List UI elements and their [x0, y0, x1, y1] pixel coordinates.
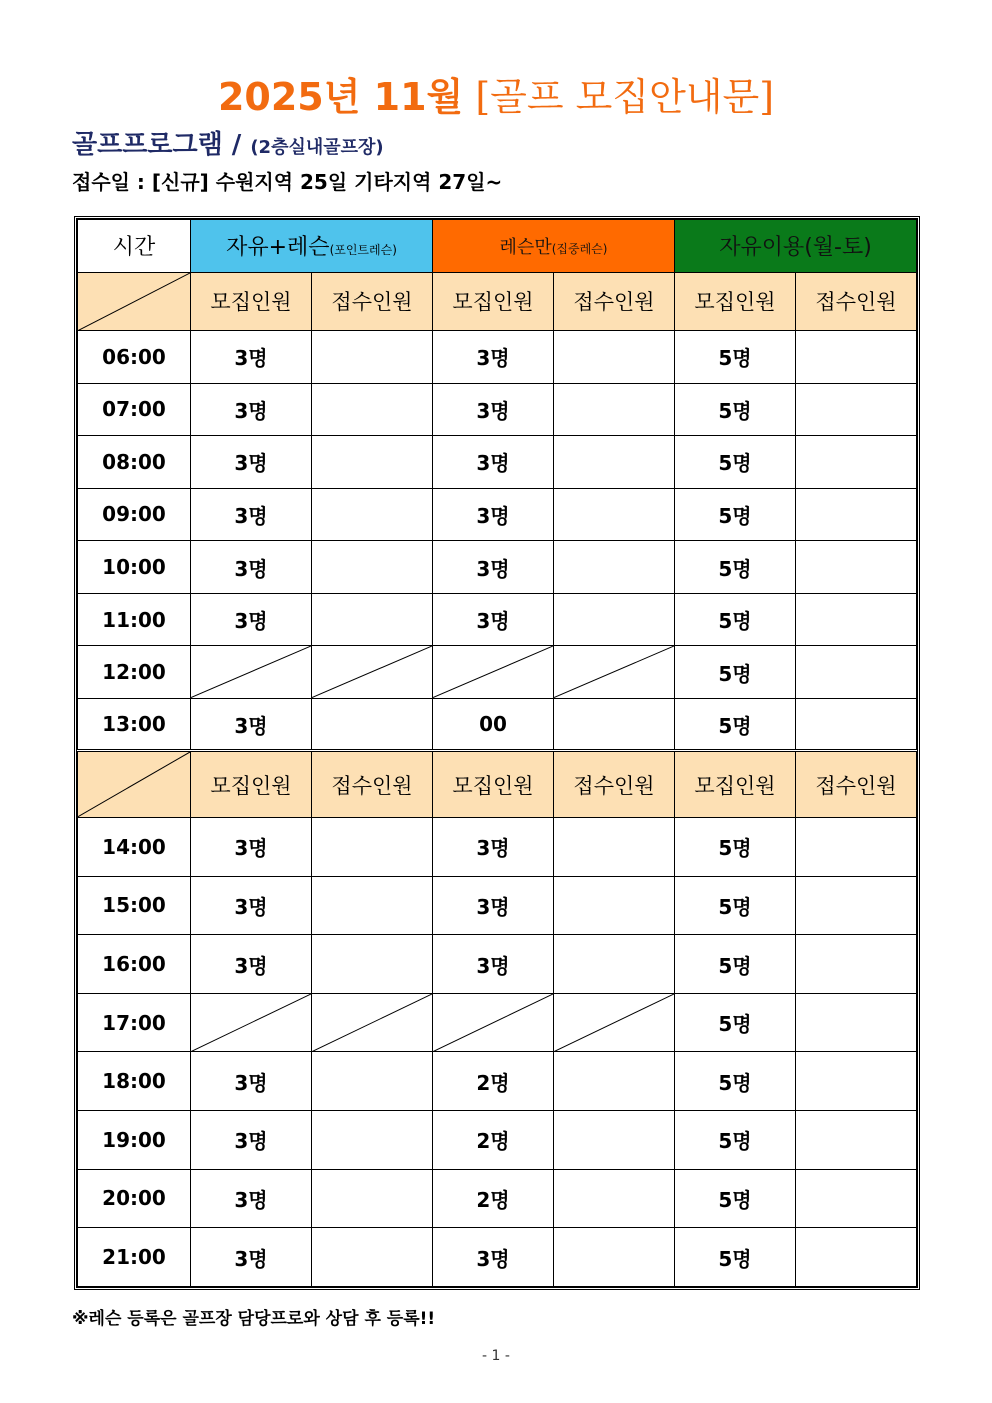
- closed-applied-b: [554, 646, 675, 699]
- closed-recruit-a: [191, 646, 312, 699]
- diagonal-line: [433, 646, 553, 698]
- recruit-a-cell: 3명: [191, 818, 312, 877]
- applied-c-cell: [796, 331, 917, 384]
- table-row: [78, 541, 917, 594]
- applied-c-cell: [796, 383, 917, 436]
- recruit-b-cell: 3명: [433, 593, 554, 646]
- time-cell: 20:00: [78, 1169, 191, 1228]
- recruit-b-cell: 3명: [433, 876, 554, 935]
- program-subtitle: [72, 124, 384, 161]
- program-location: (2층실내골프장): [250, 137, 384, 158]
- recruit-a-cell: 3명: [191, 593, 312, 646]
- subheader-row: [78, 751, 917, 818]
- applied-b-cell: [554, 541, 675, 594]
- closed-applied-a: [312, 993, 433, 1052]
- recruit-a-cell: 3명: [191, 876, 312, 935]
- recruit-c-cell: 5명: [675, 993, 796, 1052]
- recruit-a-cell: 3명: [191, 383, 312, 436]
- table-row: [78, 935, 917, 994]
- recruit-b-cell: 3명: [433, 331, 554, 384]
- title-sub: [골프 모집안내문]: [475, 75, 775, 119]
- applied-a-cell: [312, 1228, 433, 1287]
- diagonal-line: [312, 646, 432, 698]
- recruit-c-cell: 5명: [675, 646, 796, 699]
- time-cell: 14:00: [78, 818, 191, 877]
- header-row: [78, 220, 917, 273]
- applied-c-cell: [796, 646, 917, 699]
- schedule-table-wrapper: [74, 216, 920, 1290]
- page-title: [0, 72, 992, 122]
- subheader-recruit-c: 모집인원: [675, 751, 796, 818]
- diagonal-line: [554, 994, 674, 1052]
- registration-note: ※레슨 등록은 골프장 담당프로와 상담 후 등록!!: [72, 1309, 436, 1329]
- recruit-a-cell: 3명: [191, 698, 312, 751]
- recruit-c-cell: 5명: [675, 876, 796, 935]
- diagonal-line: [433, 994, 553, 1052]
- diagonal-line: [78, 273, 190, 331]
- recruit-b-cell: 3명: [433, 818, 554, 877]
- header-group-b-label: 레슨만: [499, 236, 552, 258]
- time-cell: 11:00: [78, 593, 191, 646]
- subheader-recruit-b: 모집인원: [433, 751, 554, 818]
- applied-a-cell: [312, 876, 433, 935]
- table-row: [78, 993, 917, 1052]
- table-row: [78, 593, 917, 646]
- applied-c-cell: [796, 935, 917, 994]
- schedule-table: [77, 219, 917, 1287]
- applied-a-cell: [312, 488, 433, 541]
- header-group-free-use: 자유이용(월-토): [675, 220, 917, 273]
- closed-applied-a: [312, 646, 433, 699]
- recruit-c-cell: 5명: [675, 698, 796, 751]
- recruit-a-cell: 3명: [191, 1111, 312, 1170]
- applied-c-cell: [796, 541, 917, 594]
- diagonal-line: [554, 646, 674, 698]
- header-group-free-lesson: [191, 220, 433, 273]
- table-row: [78, 818, 917, 877]
- subheader-recruit-a: 모집인원: [191, 272, 312, 331]
- subheader-applied-b: 접수인원: [554, 272, 675, 331]
- time-cell: 07:00: [78, 383, 191, 436]
- time-cell: 13:00: [78, 698, 191, 751]
- recruit-c-cell: 5명: [675, 1111, 796, 1170]
- recruit-c-cell: 5명: [675, 593, 796, 646]
- table-row: [78, 1228, 917, 1287]
- applied-c-cell: [796, 1169, 917, 1228]
- recruit-b-cell: 3명: [433, 1228, 554, 1287]
- applied-c-cell: [796, 1228, 917, 1287]
- applied-c-cell: [796, 993, 917, 1052]
- subheader-recruit-c: 모집인원: [675, 272, 796, 331]
- applied-b-cell: [554, 593, 675, 646]
- recruit-a-cell: 3명: [191, 436, 312, 489]
- subheader-recruit-b: 모집인원: [433, 272, 554, 331]
- applied-b-cell: [554, 1111, 675, 1170]
- diagonal-line: [78, 752, 190, 817]
- table-row: [78, 698, 917, 751]
- recruit-c-cell: 5명: [675, 436, 796, 489]
- time-cell: 16:00: [78, 935, 191, 994]
- header-time: 시간: [78, 220, 191, 273]
- table-row: [78, 331, 917, 384]
- recruit-c-cell: 5명: [675, 1228, 796, 1287]
- applied-c-cell: [796, 876, 917, 935]
- recruit-b-cell: 3명: [433, 383, 554, 436]
- applied-a-cell: [312, 698, 433, 751]
- recruit-b-cell: 2명: [433, 1169, 554, 1228]
- time-cell: 19:00: [78, 1111, 191, 1170]
- recruit-a-cell: 3명: [191, 1228, 312, 1287]
- table-row: [78, 1169, 917, 1228]
- recruit-a-cell: 3명: [191, 331, 312, 384]
- applied-b-cell: [554, 698, 675, 751]
- recruit-a-cell: 3명: [191, 488, 312, 541]
- recruit-a-cell: 3명: [191, 1169, 312, 1228]
- subheader-recruit-a: 모집인원: [191, 751, 312, 818]
- recruit-c-cell: 5명: [675, 1169, 796, 1228]
- subheader-applied-c: 접수인원: [796, 272, 917, 331]
- recruit-b-cell: 3명: [433, 436, 554, 489]
- time-cell: 17:00: [78, 993, 191, 1052]
- recruit-c-cell: 5명: [675, 935, 796, 994]
- subheader-applied-c: 접수인원: [796, 751, 917, 818]
- header-group-a-small: (포인트레슨): [329, 243, 397, 258]
- table-row: [78, 1052, 917, 1111]
- applied-c-cell: [796, 1052, 917, 1111]
- subheader-row: [78, 272, 917, 331]
- time-cell: 12:00: [78, 646, 191, 699]
- subheader-applied-b: 접수인원: [554, 751, 675, 818]
- applied-a-cell: [312, 818, 433, 877]
- applied-b-cell: [554, 383, 675, 436]
- applied-a-cell: [312, 436, 433, 489]
- applied-a-cell: [312, 1169, 433, 1228]
- applied-c-cell: [796, 1111, 917, 1170]
- applied-c-cell: [796, 488, 917, 541]
- time-cell: 21:00: [78, 1228, 191, 1287]
- applied-c-cell: [796, 436, 917, 489]
- recruit-a-cell: 3명: [191, 1052, 312, 1111]
- recruit-b-cell: 3명: [433, 541, 554, 594]
- table-row: [78, 383, 917, 436]
- applied-b-cell: [554, 488, 675, 541]
- applied-a-cell: [312, 541, 433, 594]
- recruit-c-cell: 5명: [675, 1052, 796, 1111]
- applied-a-cell: [312, 1111, 433, 1170]
- recruit-c-cell: 5명: [675, 488, 796, 541]
- applied-b-cell: [554, 1169, 675, 1228]
- recruit-b-cell: 2명: [433, 1052, 554, 1111]
- recruit-b-cell: 00: [433, 698, 554, 751]
- applied-a-cell: [312, 1052, 433, 1111]
- closed-recruit-a: [191, 993, 312, 1052]
- recruit-c-cell: 5명: [675, 541, 796, 594]
- recruit-c-cell: 5명: [675, 383, 796, 436]
- time-cell: 09:00: [78, 488, 191, 541]
- closed-recruit-b: [433, 993, 554, 1052]
- table-row: [78, 436, 917, 489]
- closed-applied-b: [554, 993, 675, 1052]
- applied-b-cell: [554, 935, 675, 994]
- time-cell: 06:00: [78, 331, 191, 384]
- table-row: [78, 488, 917, 541]
- applied-c-cell: [796, 698, 917, 751]
- diagonal-line: [312, 994, 432, 1052]
- applied-c-cell: [796, 818, 917, 877]
- table-row: [78, 876, 917, 935]
- program-name: 골프프로그램 /: [72, 130, 242, 160]
- header-group-b-small: (집중레슨): [551, 241, 608, 256]
- time-cell: 10:00: [78, 541, 191, 594]
- page-number: - 1 -: [482, 1348, 510, 1364]
- recruit-c-cell: 5명: [675, 331, 796, 384]
- closed-recruit-b: [433, 646, 554, 699]
- subheader-diagonal-cell: [78, 751, 191, 818]
- time-cell: 08:00: [78, 436, 191, 489]
- subheader-applied-a: 접수인원: [312, 272, 433, 331]
- applied-b-cell: [554, 331, 675, 384]
- recruit-a-cell: 3명: [191, 541, 312, 594]
- applied-b-cell: [554, 436, 675, 489]
- title-main: 2025년 11월: [217, 75, 464, 119]
- table-row: [78, 646, 917, 699]
- time-cell: 18:00: [78, 1052, 191, 1111]
- subheader-diagonal-cell: [78, 272, 191, 331]
- applied-b-cell: [554, 1228, 675, 1287]
- header-group-a-label: 자유+레슨: [226, 235, 330, 261]
- table-row: [78, 1111, 917, 1170]
- diagonal-line: [191, 994, 311, 1052]
- recruit-b-cell: 3명: [433, 488, 554, 541]
- time-cell: 15:00: [78, 876, 191, 935]
- applied-b-cell: [554, 876, 675, 935]
- recruit-b-cell: 3명: [433, 935, 554, 994]
- applied-a-cell: [312, 331, 433, 384]
- applied-b-cell: [554, 818, 675, 877]
- recruit-b-cell: 2명: [433, 1111, 554, 1170]
- applied-a-cell: [312, 383, 433, 436]
- receipt-date: 접수일 : [신규] 수원지역 25일 기타지역 27일~: [72, 170, 503, 194]
- applied-c-cell: [796, 593, 917, 646]
- applied-a-cell: [312, 935, 433, 994]
- diagonal-line: [191, 646, 311, 698]
- applied-a-cell: [312, 593, 433, 646]
- subheader-applied-a: 접수인원: [312, 751, 433, 818]
- header-group-lesson-only: [433, 220, 675, 273]
- applied-b-cell: [554, 1052, 675, 1111]
- recruit-c-cell: 5명: [675, 818, 796, 877]
- recruit-a-cell: 3명: [191, 935, 312, 994]
